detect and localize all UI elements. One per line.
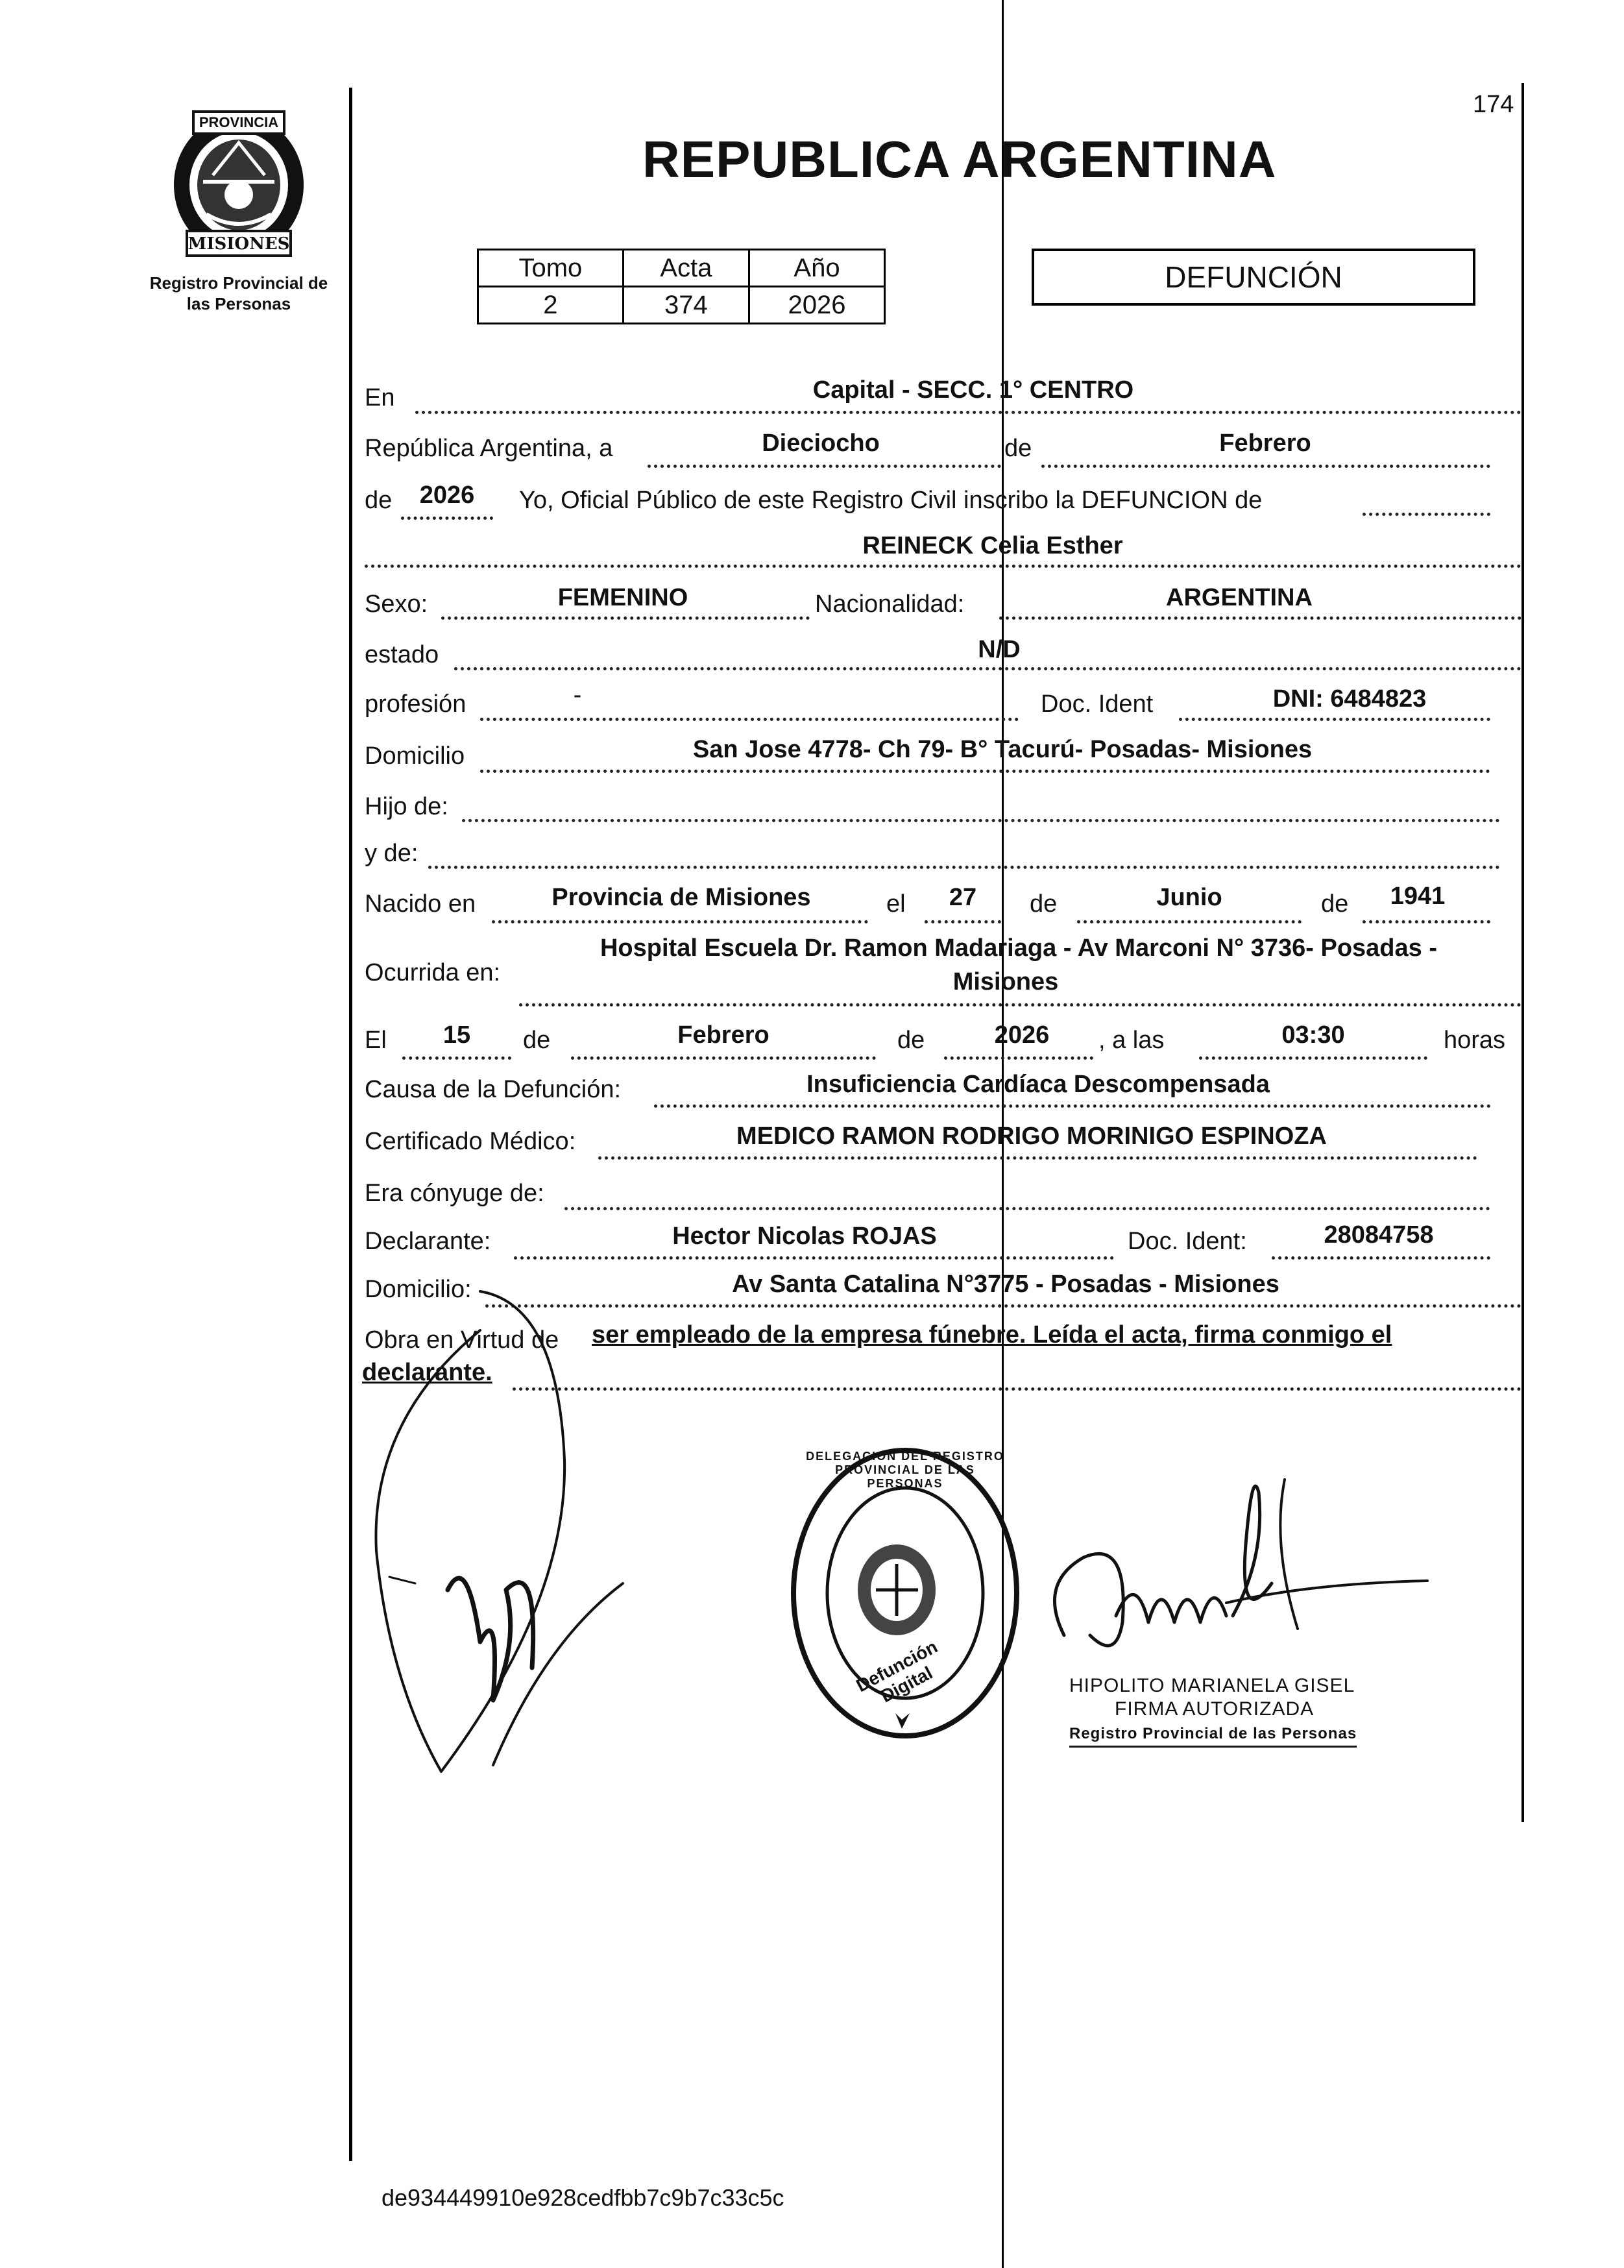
province-logo — [167, 104, 310, 260]
record-table-header: Acta — [623, 250, 749, 287]
estado-value: N/D — [978, 636, 1021, 663]
month-value: Febrero — [1219, 430, 1311, 457]
nacido-dia-value: 27 — [949, 884, 977, 911]
nacionalidad-line — [999, 616, 1521, 620]
record-table-cell: 374 — [623, 287, 749, 324]
sexo-value: FEMENINO — [557, 584, 688, 611]
de-label-b: de — [1030, 890, 1058, 918]
doc2-value: 28084758 — [1324, 1221, 1434, 1249]
nacido-mes-line — [1077, 920, 1302, 923]
doc2-label: Doc. Ident: — [1128, 1228, 1247, 1255]
registry-caption-line1: Registro Provincial de — [149, 273, 328, 293]
record-table-value-row — [478, 287, 885, 324]
doc-line — [1179, 718, 1490, 721]
nacido-label: Nacido en — [365, 890, 476, 918]
estado-line — [454, 667, 1521, 670]
en-label: En — [365, 384, 395, 411]
nacionalidad-value: ARGENTINA — [1166, 584, 1313, 611]
ocurrida-line1-value: Hospital Escuela Dr. Ramon Madariaga - Av Marconi N° 3736- Posadas - — [600, 934, 1437, 962]
official-stamp-name: HIPOLITO MARIANELA GISEL — [1069, 1675, 1355, 1696]
alas-label: , a las — [1098, 1027, 1165, 1054]
nacido-lugar-value: Provincia de Misiones — [551, 884, 811, 911]
fallec-anio-line — [944, 1056, 1093, 1060]
certificado-value: MEDICO RAMON RODRIGO MORINIGO ESPINOZA — [736, 1123, 1327, 1150]
conyuge-label: Era cónyuge de: — [365, 1180, 544, 1207]
obra-label: Obra en Virtud de — [365, 1326, 559, 1354]
year-line — [401, 517, 493, 520]
doc2-line — [1272, 1256, 1490, 1260]
official-stamp — [1069, 1674, 1433, 1748]
yde-line — [428, 866, 1500, 869]
sexo-line — [441, 616, 810, 620]
hijo-line — [462, 819, 1500, 822]
day-line — [648, 465, 1001, 468]
nacido-anio-line — [1363, 920, 1490, 923]
ocurrida-line2-value: Misiones — [952, 968, 1059, 995]
record-table-cell: 2026 — [749, 287, 884, 324]
domicilio2-label: Domicilio: — [365, 1276, 472, 1303]
registry-caption — [132, 273, 346, 314]
hora-value: 03:30 — [1281, 1021, 1345, 1049]
conyuge-line — [564, 1207, 1490, 1210]
hora-line — [1199, 1056, 1427, 1060]
de2-label: de — [365, 487, 393, 514]
official-signature — [1038, 1467, 1440, 1687]
nacido-mes-value: Junio — [1156, 884, 1222, 911]
republica-label: República Argentina, a — [365, 435, 613, 462]
de-label: de — [1004, 435, 1032, 462]
day-words-value: Dieciocho — [762, 430, 880, 457]
record-table — [477, 249, 886, 324]
logo-text-top: PROVINCIA — [199, 114, 279, 130]
causa-line — [654, 1104, 1491, 1108]
el2-label: El — [365, 1027, 387, 1054]
page-title: REPUBLICA ARGENTINA — [642, 130, 1277, 188]
profesion-value: - — [573, 681, 582, 709]
hijo-label: Hijo de: — [365, 793, 448, 820]
declarante-line — [514, 1256, 1114, 1260]
de-label-e: de — [897, 1027, 925, 1054]
obra-value-line1: ser empleado de la empresa fúnebre. Leída el acta, firma conmigo el — [592, 1321, 1392, 1348]
ocurrida-label: Ocurrida en: — [365, 959, 501, 986]
declarante-label: Declarante: — [365, 1228, 491, 1255]
record-table-header: Año — [749, 250, 884, 287]
official-stamp-registry: Registro Provincial de las Personas — [1069, 1722, 1357, 1748]
fallec-dia-value: 15 — [442, 1021, 471, 1049]
yo-tail-line — [1363, 513, 1490, 516]
de-label-c: de — [1321, 890, 1349, 918]
ocurrida-line — [519, 1003, 1521, 1006]
declarant-signature — [350, 1278, 655, 1798]
horas-label: horas — [1444, 1027, 1506, 1054]
nacido-anio-value: 1941 — [1390, 883, 1446, 910]
domicilio2-value: Av Santa Catalina N°3775 - Posadas - Misiones — [732, 1271, 1279, 1298]
seal-ring-text: DELEGACION DEL REGISTRO PROVINCIAL DE LAS PERSONAS — [806, 1450, 1004, 1490]
domicilio-line — [480, 770, 1490, 773]
page-number: 174 — [1473, 91, 1514, 118]
domicilio-value: San Jose 4778- Ch 79- B° Tacurú- Posadas- Misiones — [692, 736, 1313, 763]
en-value: Capital - SECC. 1° CENTRO — [812, 376, 1134, 404]
deceased-line — [365, 565, 1521, 568]
right-margin-line — [1521, 83, 1524, 1822]
record-type-box: DEFUNCIÓN — [1032, 249, 1475, 306]
profesion-label: profesión — [365, 690, 467, 718]
seal-inner-text: Defunción Digital — [853, 1636, 941, 1707]
obra-value-line2: declarante. — [362, 1359, 492, 1386]
doc-value: DNI: 6484823 — [1272, 685, 1427, 713]
yo-text: Yo, Oficial Público de este Registro Civil inscribo la DEFUNCION de — [519, 487, 1263, 514]
official-seal — [785, 1441, 1025, 1746]
logo-text-bottom: MISIONES — [188, 234, 290, 254]
year-value: 2026 — [419, 482, 475, 509]
deceased-name-value: REINECK Celia Esther — [862, 532, 1123, 559]
de-label-d: de — [523, 1027, 551, 1054]
certificado-line — [598, 1156, 1477, 1160]
fallec-mes-line — [571, 1056, 876, 1060]
record-table-header: Tomo — [478, 250, 624, 287]
sexo-label: Sexo: — [365, 591, 428, 618]
nacionalidad-label: Nacionalidad: — [815, 591, 965, 618]
official-stamp-title: FIRMA AUTORIZADA — [1115, 1698, 1315, 1720]
registry-caption-line2: las Personas — [186, 294, 291, 313]
fallec-anio-value: 2026 — [994, 1021, 1050, 1049]
record-table-header-row — [478, 250, 885, 287]
left-margin-line — [349, 88, 352, 2161]
declarante-value: Hector Nicolas ROJAS — [672, 1223, 937, 1250]
document-hash: de934449910e928cedfbb7c9b7c33c5c — [382, 2184, 784, 2211]
certificado-label: Certificado Médico: — [365, 1128, 576, 1155]
en-line — [415, 411, 1521, 414]
nacido-dia-line — [925, 920, 1001, 923]
fallec-dia-line — [402, 1056, 511, 1060]
causa-label: Causa de la Defunción: — [365, 1076, 622, 1103]
el-label: el — [886, 890, 906, 918]
record-table-cell: 2 — [478, 287, 624, 324]
obra-line — [513, 1387, 1521, 1391]
yde-label: y de: — [365, 840, 418, 867]
estado-label: estado — [365, 641, 439, 668]
doc-label: Doc. Ident — [1041, 690, 1154, 718]
profesion-line — [480, 718, 1019, 721]
month-line — [1041, 465, 1490, 468]
fallec-mes-value: Febrero — [677, 1021, 770, 1049]
nacido-lugar-line — [492, 920, 868, 923]
causa-value: Insuficiencia Cardíaca Descompensada — [806, 1071, 1270, 1098]
domicilio-label: Domicilio — [365, 742, 465, 770]
